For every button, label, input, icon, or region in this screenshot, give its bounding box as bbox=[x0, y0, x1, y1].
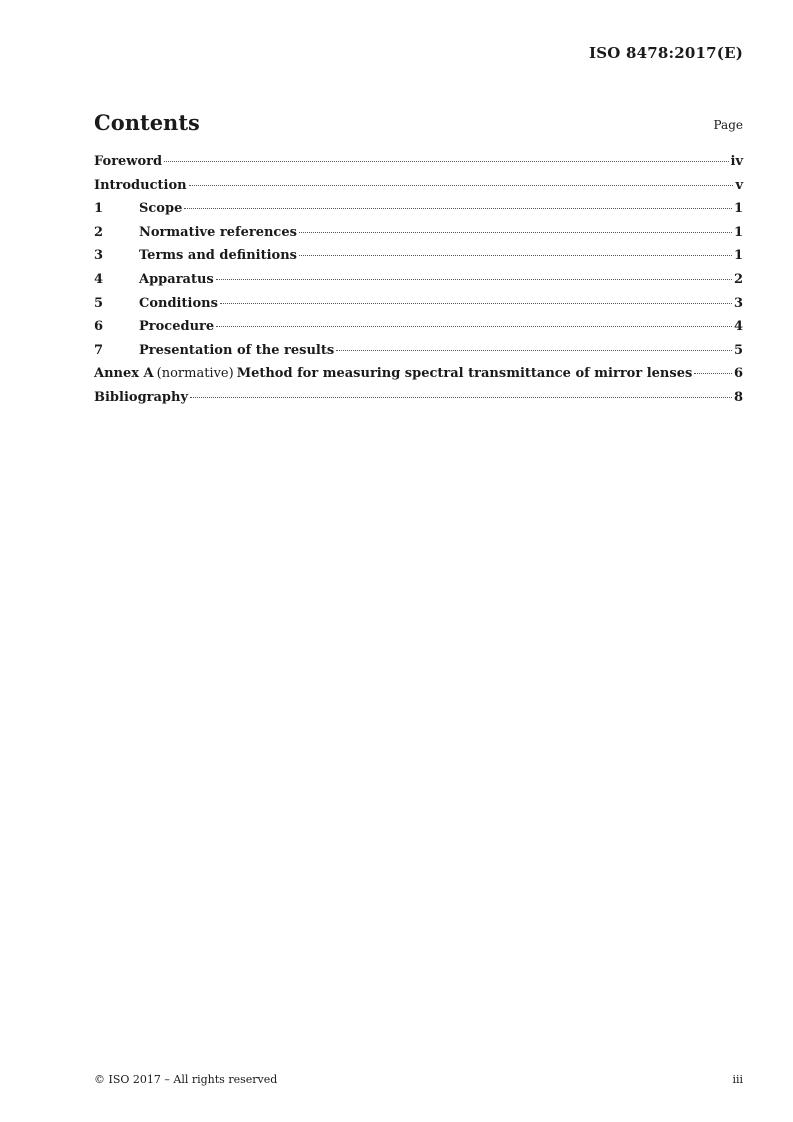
toc-entry-page: v bbox=[735, 177, 743, 193]
toc-entry-title: Introduction bbox=[94, 177, 187, 193]
dot-leader bbox=[299, 255, 732, 256]
annex-type: (normative) bbox=[156, 366, 234, 382]
toc-entry-foreword[interactable] bbox=[94, 154, 743, 178]
toc-entry-title: Foreword bbox=[94, 154, 163, 169]
toc-entry-title: Conditions bbox=[139, 295, 218, 311]
dot-leader bbox=[299, 232, 732, 233]
dot-leader bbox=[190, 397, 732, 398]
toc-entry-number: 3 bbox=[94, 248, 104, 264]
toc-entry-title: Apparatus bbox=[139, 271, 214, 287]
toc-entry-title: Normative references bbox=[139, 224, 297, 240]
document-id: ISO 8478:2017(E) bbox=[589, 44, 743, 62]
toc-entry-title: Method for measuring spectral transmittance of mirror lenses bbox=[236, 366, 693, 382]
toc-entry-normative-references[interactable] bbox=[94, 225, 743, 249]
toc-entry-number: 6 bbox=[94, 319, 104, 335]
page-column-label: Page bbox=[713, 118, 743, 132]
toc-entry-bibliography[interactable] bbox=[94, 390, 743, 414]
dot-leader bbox=[184, 208, 732, 209]
page-footer bbox=[94, 1073, 743, 1086]
toc-entry-conditions[interactable] bbox=[94, 296, 743, 320]
toc-entry-presentation-of-results[interactable] bbox=[94, 343, 743, 367]
toc-entry-page: 8 bbox=[733, 389, 743, 405]
toc-entry-title: Presentation of the results bbox=[139, 342, 335, 358]
toc-entry-number: 4 bbox=[94, 271, 104, 287]
dot-leader bbox=[189, 185, 734, 186]
dot-leader bbox=[694, 373, 732, 374]
dot-leader bbox=[164, 161, 728, 162]
toc-entry-page: 1 bbox=[733, 224, 743, 240]
dot-leader bbox=[336, 350, 732, 351]
toc-entry-page: 1 bbox=[733, 248, 743, 264]
toc-entry-title: Procedure bbox=[139, 319, 215, 335]
table-of-contents bbox=[94, 154, 743, 414]
dot-leader bbox=[216, 279, 732, 280]
toc-entry-page: 5 bbox=[733, 342, 743, 358]
dot-leader bbox=[220, 303, 732, 304]
toc-header bbox=[94, 110, 743, 140]
toc-entry-number: 2 bbox=[94, 224, 104, 240]
toc-entry-number: 7 bbox=[94, 342, 104, 358]
page-title: Contents bbox=[94, 110, 200, 135]
toc-entry-scope[interactable] bbox=[94, 201, 743, 225]
toc-entry-title: Bibliography bbox=[94, 389, 189, 405]
toc-entry-number: 5 bbox=[94, 295, 104, 311]
toc-entry-page: 2 bbox=[733, 271, 743, 287]
toc-entry-page: iv bbox=[730, 154, 743, 169]
copyright-notice: © ISO 2017 – All rights reserved bbox=[94, 1073, 278, 1086]
toc-entry-title: Terms and definitions bbox=[139, 248, 297, 264]
toc-entry-page: 4 bbox=[733, 319, 743, 335]
toc-entry-page: 3 bbox=[733, 295, 743, 311]
toc-entry-introduction[interactable] bbox=[94, 178, 743, 202]
toc-entry-terms-and-definitions[interactable] bbox=[94, 248, 743, 272]
toc-entry-number: 1 bbox=[94, 201, 104, 217]
toc-entry-apparatus[interactable] bbox=[94, 272, 743, 296]
toc-entry-page: 6 bbox=[733, 366, 743, 382]
toc-entry-procedure[interactable] bbox=[94, 319, 743, 343]
page-number: iii bbox=[732, 1073, 743, 1086]
annex-label: Annex A bbox=[94, 366, 154, 382]
toc-entry-page: 1 bbox=[733, 201, 743, 217]
toc-entry-title: Scope bbox=[139, 201, 183, 217]
dot-leader bbox=[216, 326, 732, 327]
toc-entry-annex-a[interactable] bbox=[94, 366, 743, 390]
